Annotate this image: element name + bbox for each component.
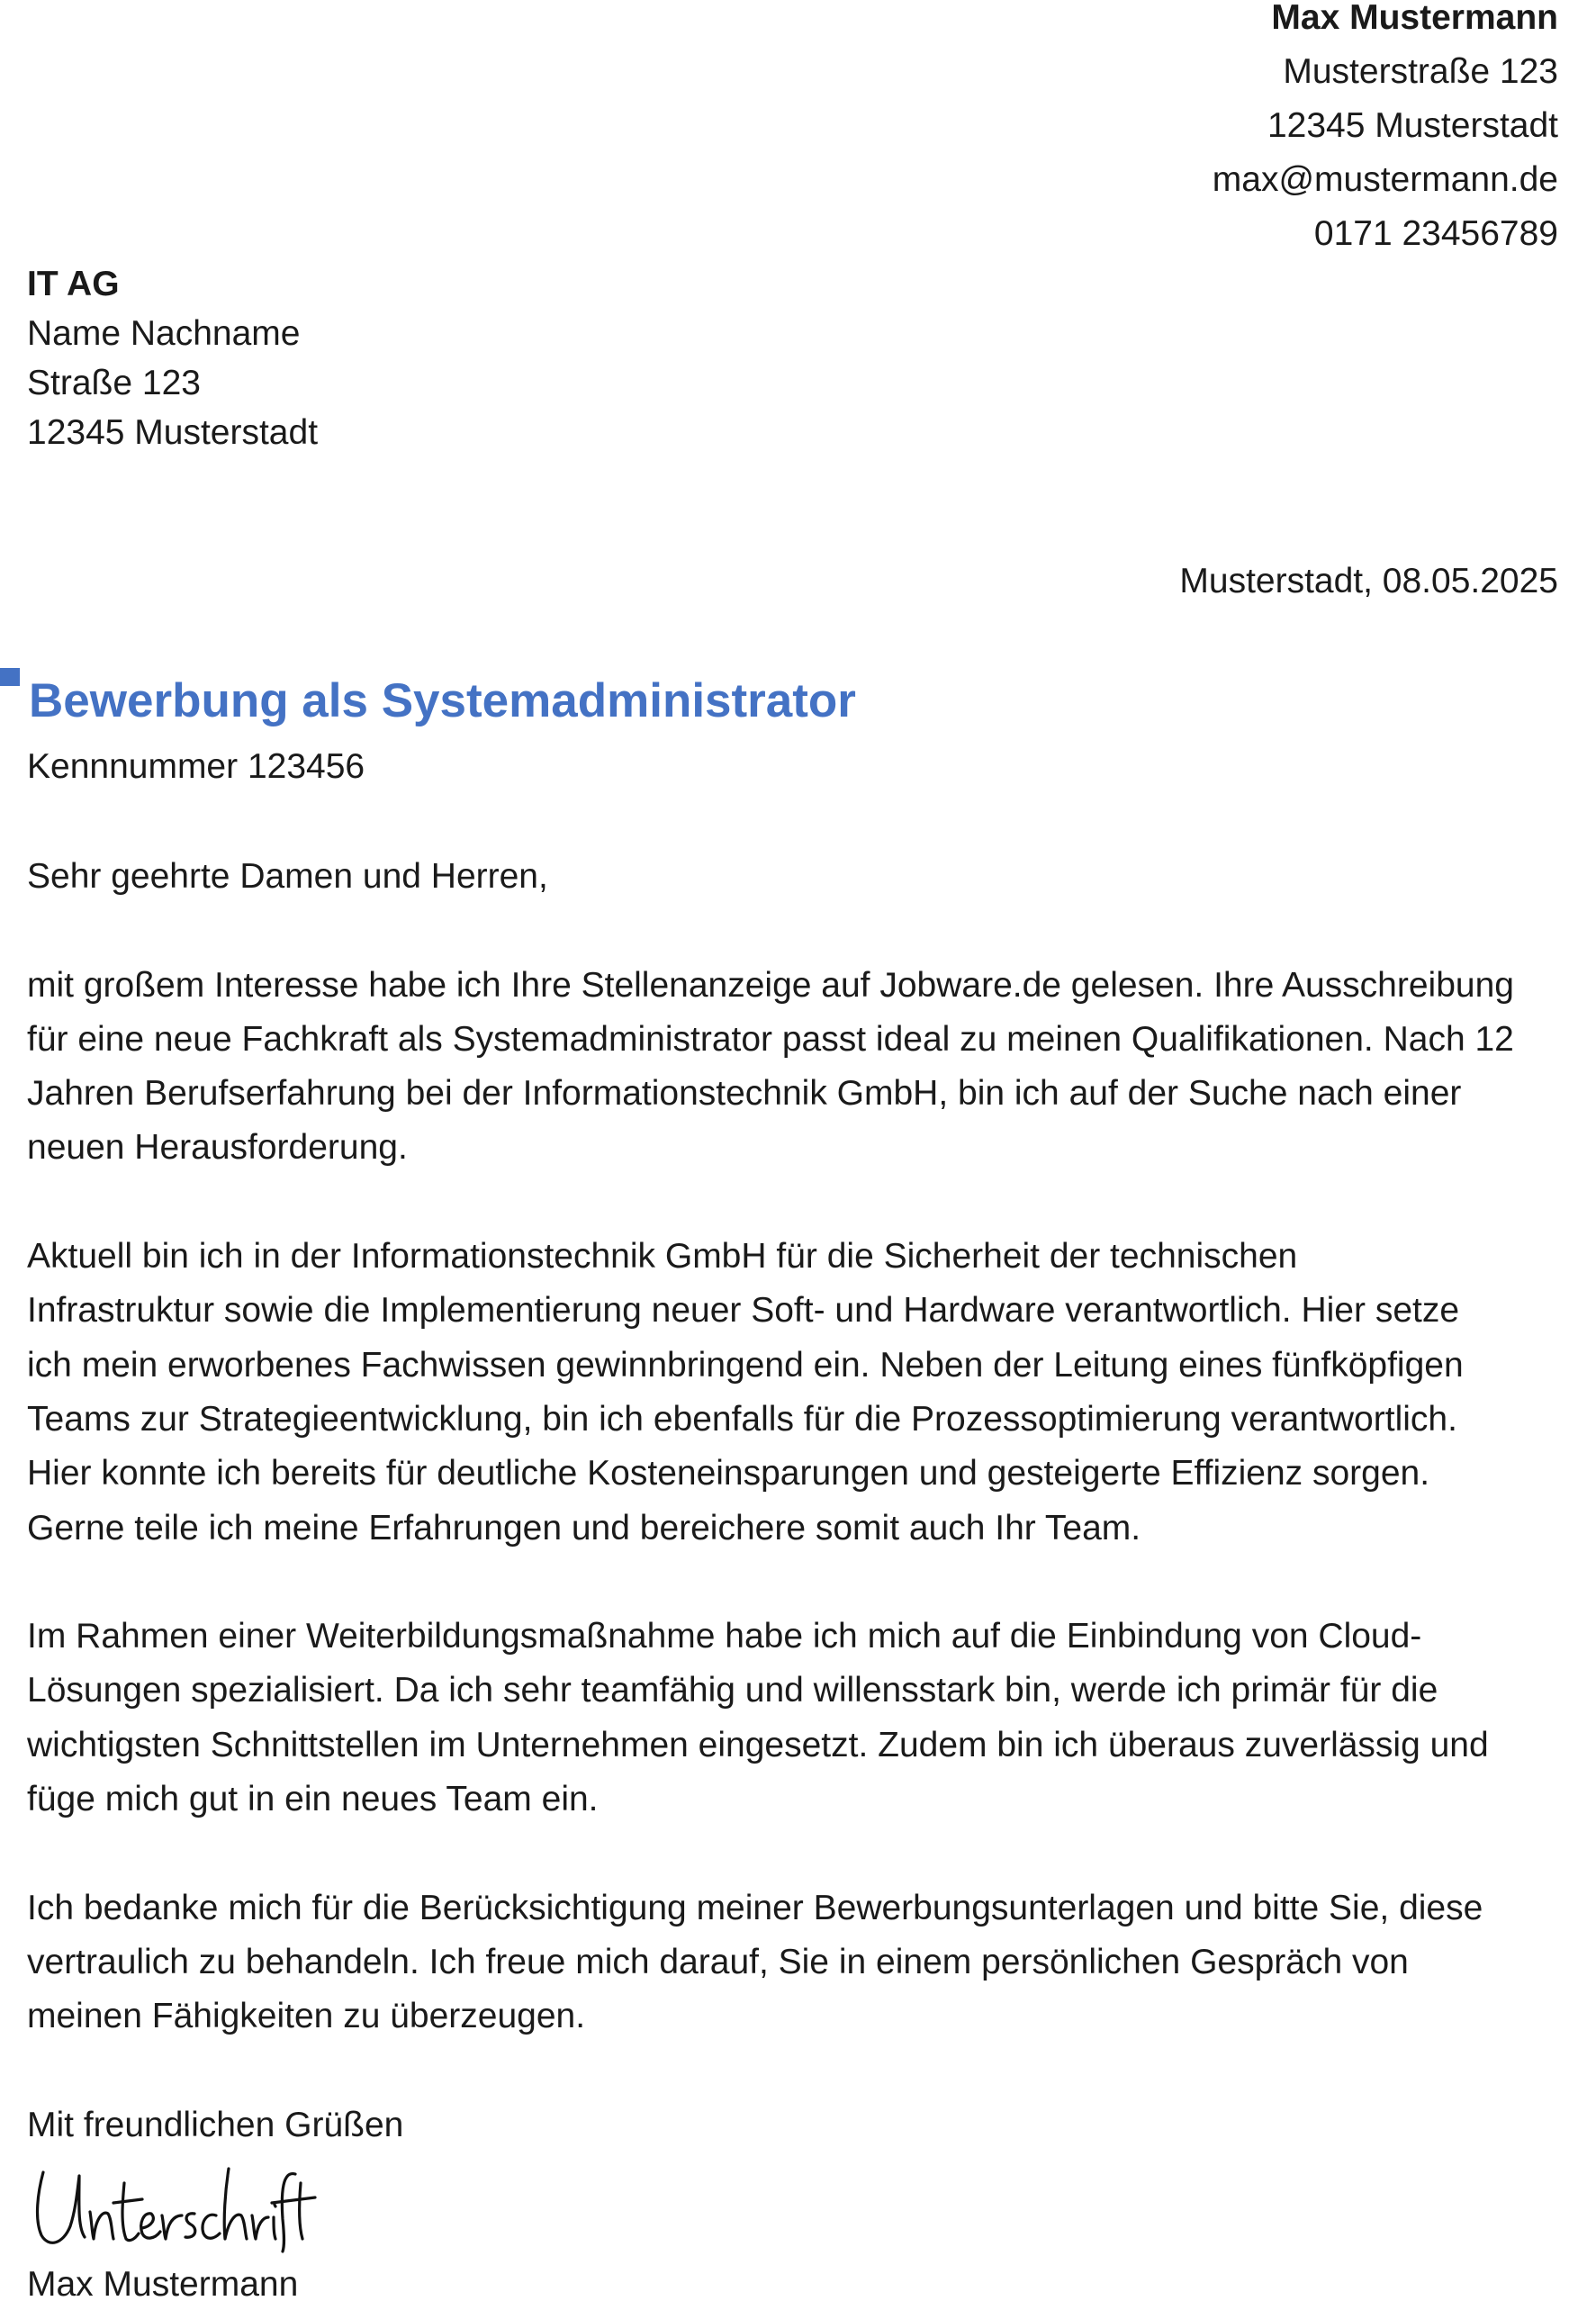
paragraph-line: Infrastruktur sowie die Implementierung neuer Soft- und Hardware verantwortlich. Hier setze — [27, 1291, 1460, 1331]
paragraph-line: Gerne teile ich meine Erfahrungen und bereichere somit auch Ihr Team. — [27, 1508, 1141, 1548]
paragraph-4 — [27, 1881, 1571, 2044]
recipient-street: Straße 123 — [27, 364, 201, 402]
sender-email: max@mustermann.de — [1212, 160, 1558, 199]
paragraph-1 — [27, 959, 1571, 1176]
closing-text: Mit freundlichen Grüßen — [27, 2105, 404, 2144]
paragraph-line: Jahren Berufserfahrung bei der Informationstechnik GmbH, bin ich auf der Suche nach einer — [27, 1074, 1462, 1114]
paragraph-line: vertraulich zu behandeln. Ich freue mich darauf, Sie in einem persönlichen Gespräch von — [27, 1942, 1409, 1981]
paragraph-line: meinen Fähigkeiten zu überzeugen. — [27, 1997, 586, 2036]
signature-name: Max Mustermann — [27, 2265, 299, 2304]
handwritten-signature — [31, 2156, 319, 2255]
sender-street: Musterstraße 123 — [1283, 52, 1558, 91]
paragraph-line: Im Rahmen einer Weiterbildungsmaßnahme habe ich mich auf die Einbindung von Cloud- — [27, 1617, 1422, 1656]
paragraph-line: wichtigsten Schnittstellen im Unternehmen eingesetzt. Zudem bin ich überaus zuverlässig und — [27, 1725, 1489, 1764]
letter-body — [27, 850, 1571, 2206]
salutation — [27, 850, 1571, 904]
sender-city: 12345 Musterstadt — [1267, 106, 1558, 145]
paragraph-line: Ich bedanke mich für die Berücksichtigung meiner Bewerbungsunterlagen und bitte Sie, diese — [27, 1888, 1483, 1927]
recipient-contact: Name Nachname — [27, 314, 301, 353]
sender-phone: 0171 23456789 — [1313, 214, 1558, 253]
recipient-city: 12345 Musterstadt — [27, 413, 319, 452]
paragraph-line: ich mein erworbenes Fachwissen gewinnbringend ein. Neben der Leitung eines fünfköpfigen — [27, 1345, 1464, 1385]
sender-name: Max Mustermann — [1271, 0, 1558, 37]
reference-number: Kennnummer 123456 — [27, 747, 365, 786]
paragraph-line: Aktuell bin ich in der Informationstechnik GmbH für die Sicherheit der technischen — [27, 1237, 1298, 1277]
sender-address-block — [1213, 0, 1558, 261]
paragraph-line: für eine neue Fachkraft als Systemadministrator passt ideal zu meinen Qualifikationen. Nach 12 — [27, 1019, 1514, 1059]
paragraph-line: neuen Herausforderung. — [27, 1128, 408, 1168]
paragraph-line: Hier konnte ich bereits für deutliche Kosteneinsparungen und gesteigerte Effizienz sorgen. — [27, 1454, 1430, 1493]
recipient-address-block — [27, 259, 318, 457]
paragraph-3 — [27, 1610, 1571, 1827]
paragraph-2 — [27, 1230, 1571, 1556]
subject-marker — [0, 668, 20, 686]
salutation-text: Sehr geehrte Damen und Herren, — [27, 857, 548, 896]
letter-date: Musterstadt, 08.05.2025 — [1179, 562, 1558, 600]
paragraph-line: füge mich gut in ein neues Team ein. — [27, 1780, 599, 1819]
recipient-company: IT AG — [27, 265, 120, 303]
paragraph-line: Lösungen spezialisiert. Da ich sehr teamfähig und willensstark bin, werde ich primär für die — [27, 1671, 1438, 1710]
paragraph-line: Teams zur Strategieentwicklung, bin ich ebenfalls für die Prozessoptimierung verantwortlich. — [27, 1399, 1457, 1439]
subject-heading: Bewerbung als Systemadministrator — [29, 674, 856, 727]
closing — [27, 2098, 1571, 2152]
paragraph-line: mit großem Interesse habe ich Ihre Stellenanzeige auf Jobware.de gelesen. Ihre Ausschreibung — [27, 965, 1514, 1005]
